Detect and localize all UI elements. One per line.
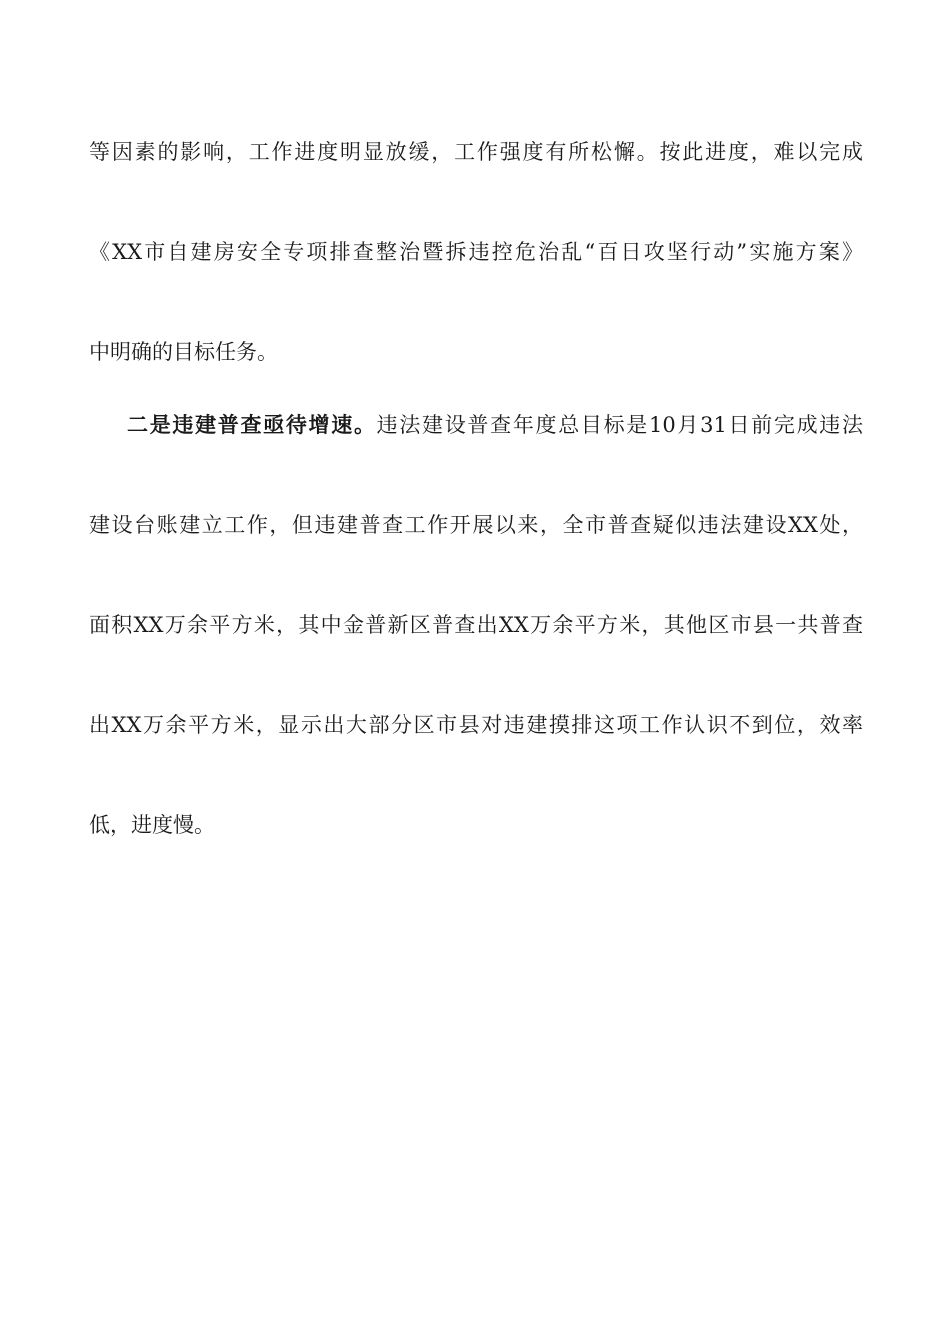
paragraph-2-line-2: 建设台账建立工作，但违建普查工作开展以来，全市普查疑似违法建设XX处， xyxy=(89,513,863,537)
paragraph-1-line-2: 《XX市自建房安全专项排查整治暨拆违控危治乱“百日攻坚行动”实施方案》 xyxy=(89,240,863,264)
paragraph-2-line-3: 面积XX万余平方米，其中金普新区普查出XX万余平方米，其他区市县一共普查 xyxy=(89,613,863,637)
paragraph-1-line-1: 等因素的影响，工作进度明显放缓，工作强度有所松懈。按此进度，难以完成 xyxy=(89,140,863,164)
paragraph-2-line-5: 低，进度慢。 xyxy=(89,813,215,837)
paragraph-2-heading: 二是违建普查亟待增速。 xyxy=(127,412,377,437)
paragraph-2-line-1-text: 违法建设普查年度总目标是10月31日前完成违法 xyxy=(376,413,863,437)
paragraph-1-line-3: 中明确的目标任务。 xyxy=(89,340,278,364)
paragraph-2-line-1 xyxy=(127,410,863,440)
paragraph-2-line-4: 出XX万余平方米，显示出大部分区市县对违建摸排这项工作认识不到位，效率 xyxy=(89,713,863,737)
